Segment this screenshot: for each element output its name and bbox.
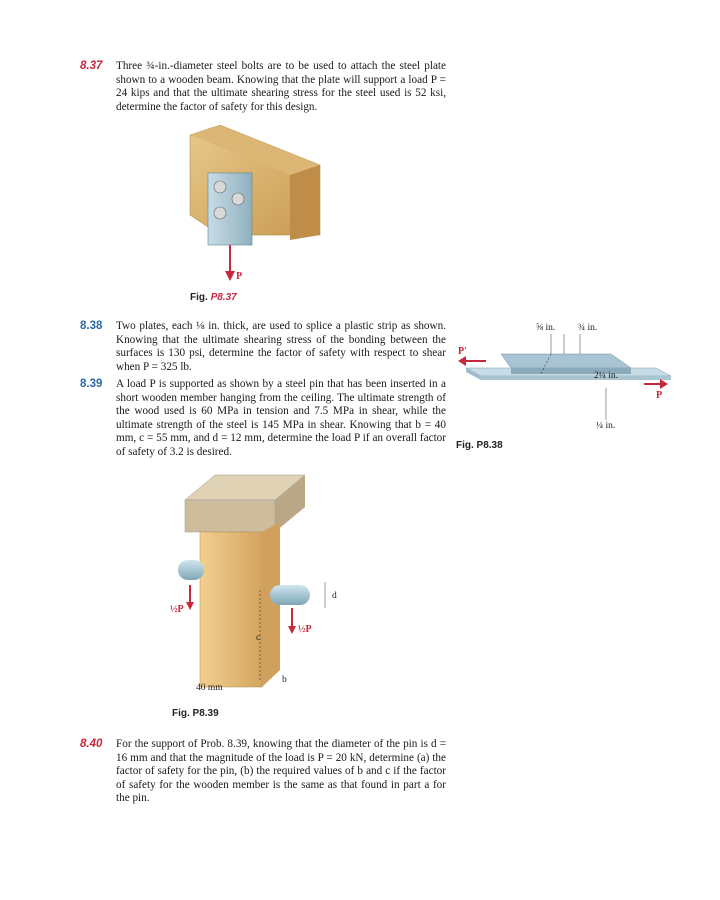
bolt	[214, 207, 226, 219]
dim-three-quarters: ¾ in.	[578, 323, 598, 333]
dim-two-and-quarter: 2¼ in.	[594, 371, 619, 381]
problem-8-39	[80, 378, 446, 460]
problem-number: 8.38	[80, 320, 103, 332]
figure-caption-p8-37: Fig. P8.37	[190, 292, 237, 303]
dim-b-label: b	[282, 675, 287, 685]
problem-text: Two plates, each ⅛ in. thick, are used to splice a plastic strip as shown. Knowing that the ultimate shearing stress of the bonding between the surfaces is 130 psi, determine the factor of safety with respect to shear when P = 325 lb.	[116, 320, 446, 373]
bolt	[214, 181, 226, 193]
figure-caption-p8-38: Fig. P8.38	[456, 440, 503, 451]
load-arrow-p	[225, 271, 235, 281]
half-load-arrow-left	[186, 602, 194, 610]
half-load-right-label: ½P	[298, 624, 312, 635]
wooden-member	[200, 532, 262, 687]
problem-8-38	[80, 320, 446, 374]
pin-left	[178, 560, 204, 580]
splice-plate	[501, 354, 631, 368]
load-right-label: P	[656, 390, 663, 401]
dim-c-label: c	[256, 633, 261, 643]
problem-text: Three ¾-in.-diameter steel bolts are to be used to attach the steel plate shown to a wooden beam. Knowing that the plate will support a load P = 24 kips and that the ultimate shearing stress for the steel used is 52 ksi, determine the factor of safety for this design.	[116, 60, 446, 113]
figure-p8-39	[160, 470, 360, 700]
load-arrow-right	[660, 379, 668, 389]
dim-one-quarter: ¼ in.	[596, 421, 616, 431]
problem-number: 8.37	[80, 60, 103, 72]
figure-p8-37	[180, 125, 330, 285]
figure-caption-p8-39: Fig. P8.39	[172, 708, 219, 719]
half-load-arrow-right	[288, 626, 296, 634]
problem-text: A load P is supported as shown by a steel pin that has been inserted in a short wooden member hanging from the ceiling. The ultimate strength of the wood used is 60 MPa in tension and 7.5 MPa in shear, while the ultimate strength of the steel is 145 MPa in shear. Knowing that b = 40 mm, c = 55 mm, and d = 12 mm, determine the load P if an overall factor of safety of 3.2 is desired.	[116, 378, 446, 458]
dim-five-eighths: ⅝ in.	[536, 323, 556, 333]
pin-right	[270, 585, 310, 605]
load-label: P	[236, 271, 243, 282]
problem-8-37	[80, 60, 446, 114]
problem-number: 8.40	[80, 738, 103, 750]
figure-p8-38	[456, 316, 676, 436]
bolt	[232, 193, 244, 205]
load-arrow-left	[458, 356, 466, 366]
half-load-left-label: ½P	[170, 604, 184, 615]
load-left-label: P′	[458, 346, 467, 357]
dim-40mm-label: 40 mm	[196, 683, 223, 693]
problem-8-40	[80, 738, 446, 806]
dim-d-label: d	[332, 591, 337, 601]
problem-text: For the support of Prob. 8.39, knowing that the diameter of the pin is d = 16 mm and that the magnitude of the load is P = 20 kN, determine (a) the factor of safety for the pin, (b) the required values of b and c if the factor of safety for the wooden member is the same as that found in part a for the pin.	[116, 738, 446, 805]
problem-number: 8.39	[80, 378, 103, 390]
